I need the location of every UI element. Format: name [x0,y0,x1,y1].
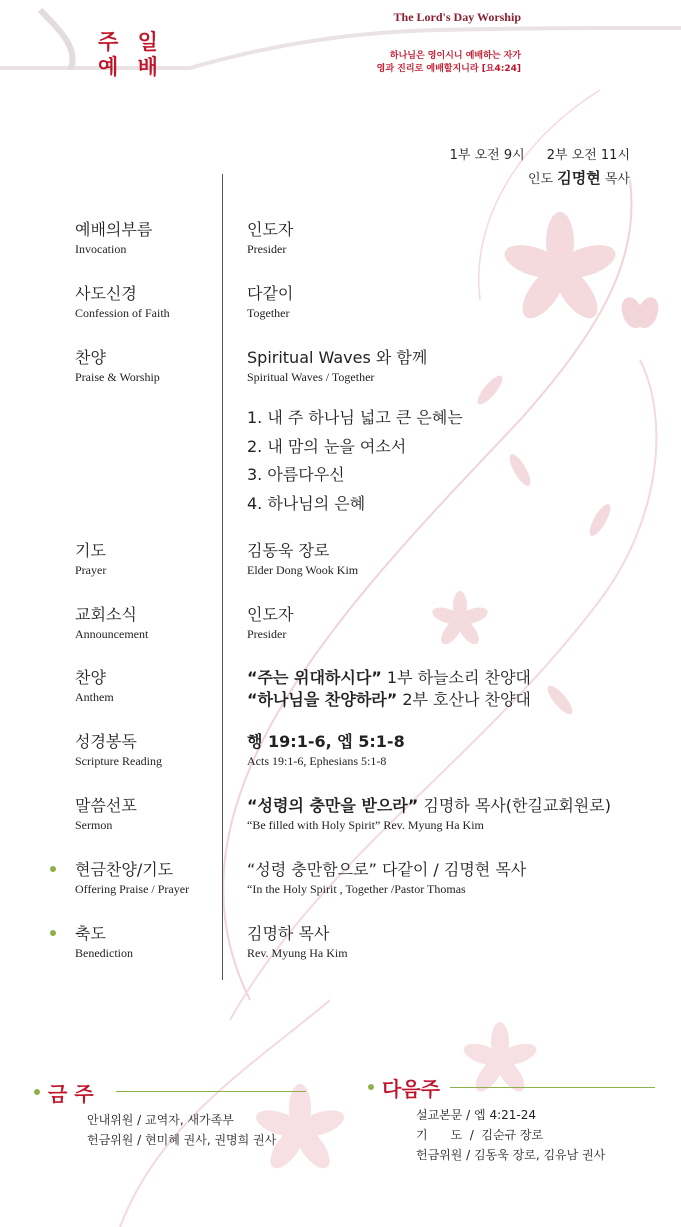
scripture-verse: 하나님은 영이시니 예배하는 자가 영과 진리로 예배할지니라 [요4:24] [376,51,521,74]
worship-title: 주 일 예 배 [98,30,164,79]
flower-icon [430,591,489,648]
bullet-icon [50,930,56,936]
list-item: 4. 하나님의 은혜 [247,493,366,513]
column-divider [222,174,223,980]
bullet-icon [34,1089,40,1095]
bulletin-page: 주 일 예 배 The Lord's Day Worship 하나님은 영이시니 예배하는 자가 영과 진리로 예배할지니라 [요4:24] 1부 오전 9시 2부 오전 11시 인도 김명현 목사 예배의부름 Invocation 인도자 Presider 사도신경 Confession of Faith 다같이 Together 찬양 Praise & Worship Spiritual Waves 와 함께 Spiritual Waves / Together 1. 내 주 하나님 넓고 큰 은혜는 2. 내 맘의 눈을 여소서 3. 아름다우신 4. 하나님의 은혜 기도 Prayer 김동욱 장로 Elder Dong Wook Kim 교회소식 Announcement 인도자 Presider 찬양 Anthem “주는 위대하시다” 1부 하늘소리 찬양대 “하나님을 찬양하라” 2부 호산나 찬양대 성경봉독 Scripture Reading 행 19:1-6, 엡 5:1-8 Acts 19:1-6, Ephesians 5:1-8 말씀선포 Sermon “성령의 충만을 받으라” 김명하 목사(한길교회원로) “Be filled with Holy Spirit” Rev. Myung Ha Kim 현금찬양/기도 Offering Praise / Prayer “성령 충만함으로” 다같이 / 김명현 목사 “In the Holy Spirit , Together /Pastor Thomas 축도 Benediction 김명하 목사 Rev. Myung Ha Kim 금 주 안내위원 / 교역자, 새가족부 헌금위원 / 현미혜 권사, 권명희 권사 다음주 설교본문 / 엡 4:21-24 기 도 / 김순규 장로 헌금위원 / 김동욱 장로, 김유남 권사 [0,0,681,1227]
bullet-icon [50,866,56,872]
divider [450,1087,655,1088]
next-week-details: 설교본문 / 엡 4:21-24 기 도 / 김순규 장로 헌금위원 / 김동욱 장로, 김유남 권사 [416,1108,606,1162]
divider [116,1091,306,1092]
butterfly-icon [618,294,663,331]
list-item: 3. 아름다우신 [247,465,345,484]
this-week-details: 안내위원 / 교역자, 새가족부 헌금위원 / 현미혜 권사, 권명희 권사 [87,1113,277,1147]
flower-icon [461,1022,539,1096]
leader-name: 김명현 [557,169,601,187]
song-list [247,404,463,518]
list-item: 1. 내 주 하나님 넓고 큰 은혜는 [247,408,463,427]
list-item: 2. 내 맘의 눈을 여소서 [247,436,407,456]
second-service-time: 2부 오전 11시 [546,148,630,163]
bullet-icon [368,1084,374,1090]
this-week-heading: 금 주 [48,1082,94,1106]
next-week-heading: 다음주 [382,1077,440,1101]
first-service-time: 1부 오전 9시 [449,148,525,163]
english-title: The Lord's Day Worship [393,10,521,24]
service-times: 1부 오전 9시 2부 오전 11시 인도 김명현 목사 [449,148,630,187]
leaf-icon [474,372,614,717]
